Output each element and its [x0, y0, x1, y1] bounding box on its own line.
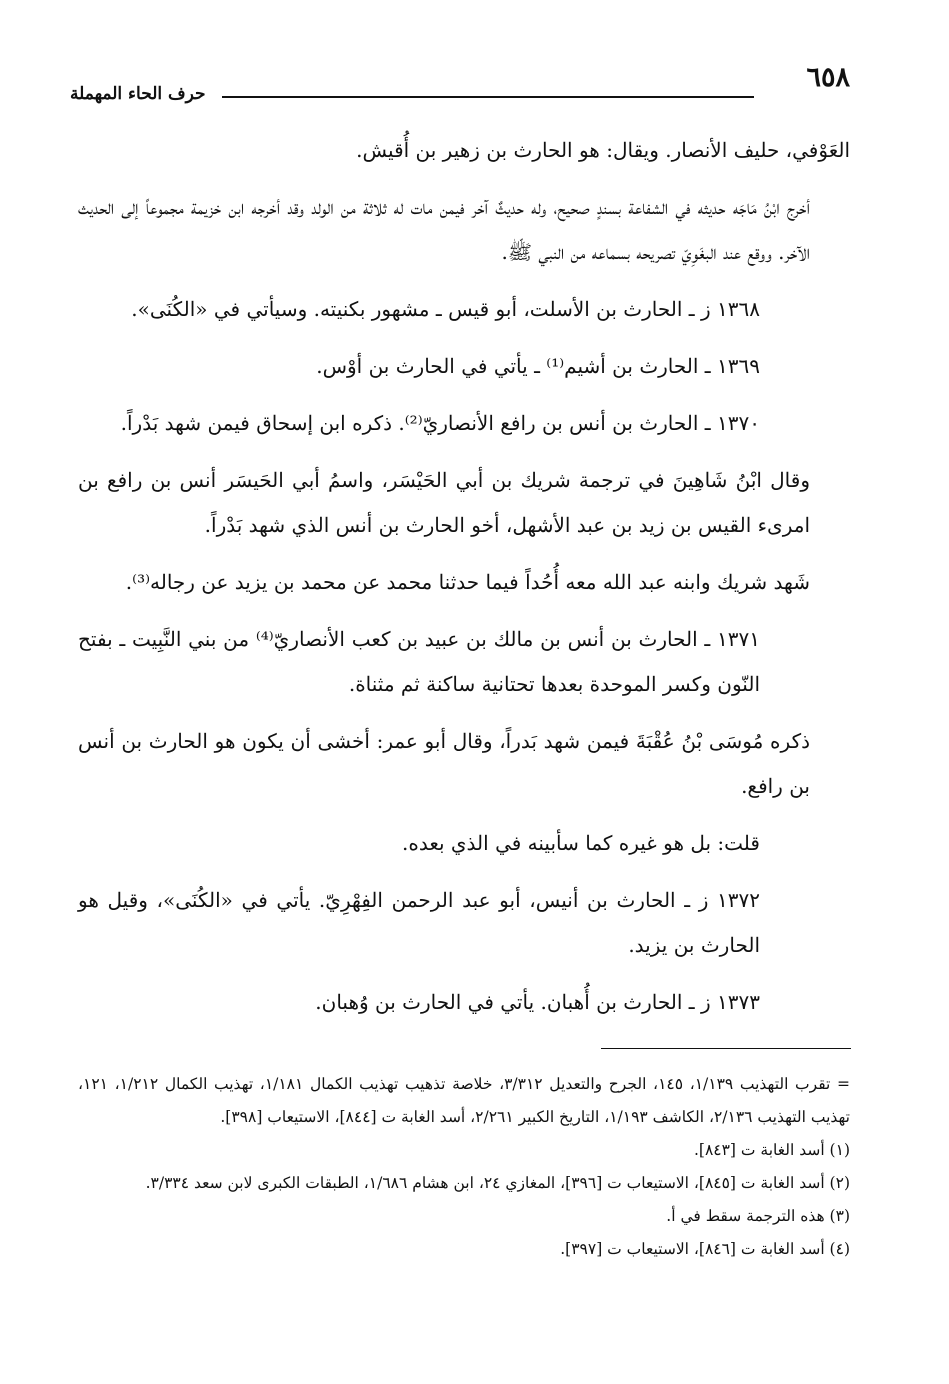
paragraph: قلت: بل هو غيره كما سأبينه في الذي بعده. — [402, 831, 760, 855]
entry-1372: ١٣٧٢ ز ـ الحارث بن أنيس، أبو عبد الرحمن الفِهْرِيّ. يأتي في «الكُنَى»، وقيل هو الحارث بن يزيد. — [78, 888, 760, 957]
entry-1370: ١٣٧٠ ـ الحارث بن أنس بن رافع الأنصاريّ⁽²⁾. ذكره ابن إسحاق فيمن شهد بَدْراً. — [120, 411, 760, 435]
footnote-2: (٢) أسد الغابة ت [٨٤٥]، الاستيعاب ت [٣٩٦]، المغازي ٢٤، ابن هشام ١/٦٨٦، الطبقات الكبرى لابن سعد ٣/٣٣٤. — [145, 1174, 850, 1192]
footnotes — [78, 1068, 850, 1266]
paragraph: وقال ابْنُ شَاهِينَ في ترجمة شريك بن أبي الحَيْسَر، واسمُ أبي الحَيسَر أنس بن رافع بن امرىء القيس بن زيد بن عبد الأشهل، أخو الحارث بن أنس الذي شهد بَدْراً. — [78, 468, 810, 537]
entry-1368: ١٣٦٨ ز ـ الحارث بن الأسلت، أبو قيس ـ مشهور بكنيته. وسيأتي في «الكُنَى». — [131, 297, 760, 321]
running-title: حرف الحاء المهملة — [70, 84, 206, 104]
footnote-4: (٤) أسد الغابة ت [٨٤٦]، الاستيعاب ت [٣٩٧]. — [560, 1240, 850, 1258]
footnote-3: (٣) هذه الترجمة سقط في أ. — [666, 1207, 850, 1225]
paragraph: العَوْفي، حليف الأنصار. ويقال: هو الحارث بن زهير بن أُقيش. — [356, 138, 850, 162]
paragraph: أخرج ابْنُ مَاجَه حديثه في الشفاعة بسندٍ صحيح، وله حديثٌ آخر فيمن مات له ثلاثة من الولد وقد أخرجه ابن خزيمة مجموعاً إلى الحديث الآخر. ووقع عند البغَوِيّ تصريحه بسماعه من النبي ﷺ. — [78, 195, 810, 264]
entry-1373: ١٣٧٣ ز ـ الحارث بن أُهبان. يأتي في الحارث بن وُهبان. — [315, 990, 760, 1014]
main-text — [78, 128, 850, 1037]
page-number: ٦٥٨ — [806, 62, 850, 93]
entry-1369: ١٣٦٩ ـ الحارث بن أشيم⁽¹⁾ ـ يأتي في الحارث بن أوْس. — [316, 354, 760, 378]
footnote-1: (١) أسد الغابة ت [٨٤٣]. — [693, 1141, 850, 1159]
page-header — [70, 62, 850, 102]
footnote-rule — [601, 1048, 851, 1049]
header-rule — [222, 96, 754, 98]
footnote-continuation: = تقرب التهذيب ١/١٣٩، ١٤٥، الجرح والتعديل ٣/٣١٢، خلاصة تذهيب تهذيب الكمال ١/١٨١، تهذيب الكمال ١/٢١٢، ١٢١، تهذيب التهذيب ٢/١٣٦، الكاشف ١/١٩٣، التاريخ الكبير ٢/٢٦١، أسد الغابة ت [٨٤٤]، الاستيعاب [٣٩٨]. — [78, 1075, 850, 1126]
entry-1371: ١٣٧١ ـ الحارث بن أنس بن مالك بن عبيد بن كعب الأنصاريّ⁽⁴⁾ من بني النَّبِيت ـ بفتح النّون وكسر الموحدة بعدها تحتانية ساكنة ثم مثناة. — [78, 627, 760, 696]
paragraph: شَهد شريك وابنه عبد الله معه أُحُداً فيما حدثنا محمد عن محمد بن يزيد عن رجاله⁽³⁾. — [125, 570, 810, 594]
paragraph: ذكره مُوسَى بْنُ عُقْبَةَ فيمن شهد بَدراً، وقال أبو عمر: أخشى أن يكون هو الحارث بن أنس بن رافع. — [78, 729, 810, 798]
